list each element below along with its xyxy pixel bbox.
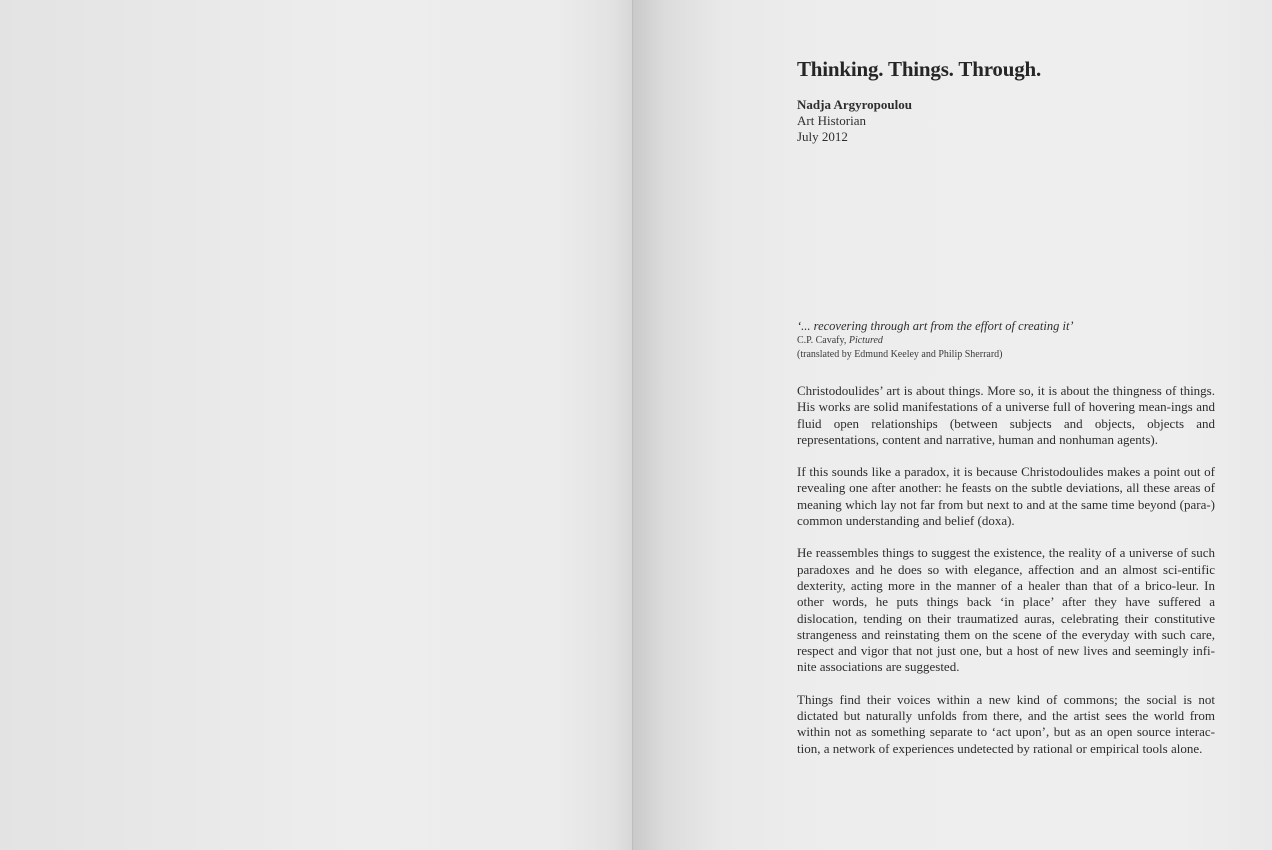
paragraph-3: He reassembles things to suggest the existence, the reality of a universe of such paradoxes and he does so with elegance, affection and an almost sci-entific dexterity, acting more in the manner of a healer than that of a brico-leur. In other words, he puts things back ‘in place’ after they have suffered a dislocation, tending on their traumatized auras, celebrating their constitutive strangeness and reinstating them on the scene of the everyday with such care, respect and vigor that not just one, but a host of new lives and seemingly infi-nite associations are suggested. <box>797 545 1215 675</box>
citation-work: Pictured <box>848 335 883 346</box>
author-name: Nadja Argyropoulou <box>797 97 912 112</box>
epigraph-citation <box>797 334 1215 348</box>
paragraph-2: If this sounds like a paradox, it is because Christodoulides makes a point out of revealing one after another: he feasts on the subtle deviations, all these areas of meaning which lay not far from but next to and at the same time beyond (para-) common understanding and belief (doxa). <box>797 464 1215 529</box>
paragraph-1: Christodoulides’ art is about things. More so, it is about the thingness of things. His works are solid manifestations of a universe full of hovering mean-ings and fluid open relationships (between subjects and objects, objects and representations, content and narrative, human and nonhuman agents). <box>797 383 1215 447</box>
translation-note: (translated by Edmund Keeley and Philip Sherrard) <box>797 349 1003 360</box>
epigraph <box>797 318 1215 362</box>
left-page <box>0 0 633 850</box>
article-body <box>797 383 1215 773</box>
article-title: Thinking. Things. Through. <box>797 57 1042 81</box>
article-header <box>797 56 1215 145</box>
epigraph-quote: ‘... recovering through art from the effort of creating it’ <box>797 319 1074 333</box>
publication-date: July 2012 <box>797 129 848 144</box>
byline <box>797 97 1215 145</box>
author-role: Art Historian <box>797 113 866 128</box>
citation-author: C.P. Cavafy, <box>797 335 847 346</box>
paragraph-4: Things find their voices within a new kind of commons; the social is not dictated but naturally unfolds from there, and the artist sees the world from within not as something separate to ‘act upon’, but as an open source interac-tion, a network of experiences undetected by rational or empirical tools alone. <box>797 691 1215 756</box>
